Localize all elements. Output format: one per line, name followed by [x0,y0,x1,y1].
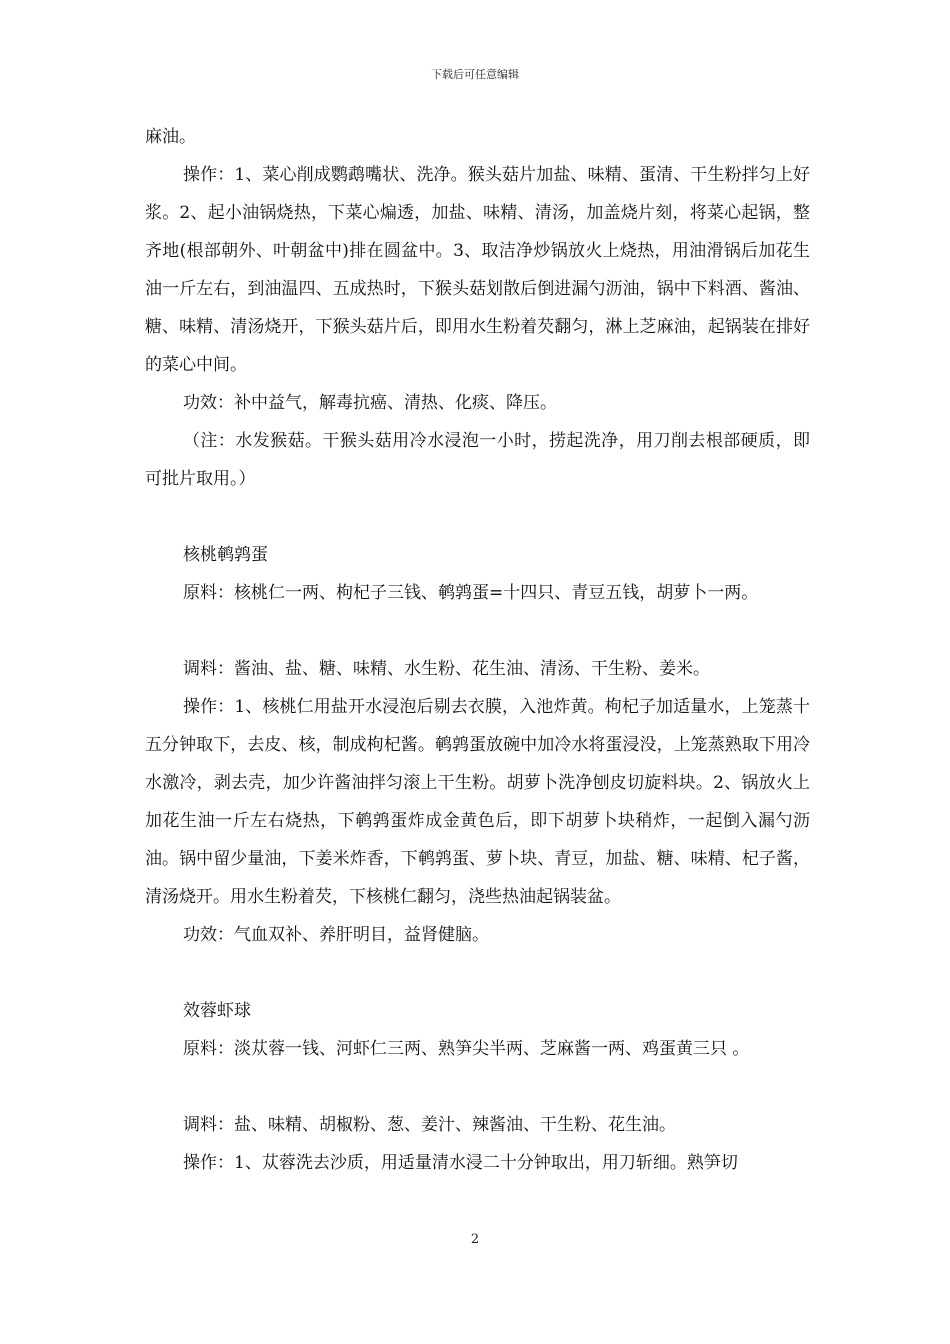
section3-ingredients: 原料：淡苁蓉一钱、河虾仁三两、熟笋尖半两、芝麻酱一两、鸡蛋黄三只 。 [183,1039,750,1059]
section1-operation: 操作：1、菜心削成鹦鹉嘴状、洗净。猴头菇片加盐、味精、蛋清、干生粉拌匀上好浆。2、起小油锅烧热，下菜心煸透，加盐、味精、清汤，加盖烧片刻，将菜心起锅，整齐地(根部朝外、叶朝盆中)排在圆盆中。3、取洁净炒锅放火上烧热，用油滑锅后加花生油一斤左右，到油温四、五成热时，下猴头菇划散后倒进漏勺沥油，锅中下料酒、酱油、糖、味精、清汤烧开，下猴头菇片后，即用水生粉着芡翻匀，淋上芝麻油，起锅装在排好的菜心中间。 [145,165,810,375]
continuation-text: 麻油。 [145,127,196,147]
section2-effect: 功效：气血双补、养肝明目，益肾健脑。 [183,925,489,945]
section2-operation: 操作：1、核桃仁用盐开水浸泡后剔去衣膜，入池炸黄。枸杞子加适量水，上笼蒸十五分钟取下，去皮、核，制成枸杞酱。鹌鹑蛋放碗中加冷水将蛋浸没，上笼蒸熟取下用冷水激冷，剥去壳，加少许酱油拌匀滚上干生粉。胡萝卜洗净刨皮切旋料块。2、锅放火上加花生油一斤左右烧热，下鹌鹑蛋炸成金黄色后，即下胡萝卜块稍炸，一起倒入漏勺沥油。锅中留少量油，下姜米炸香，下鹌鹑蛋、萝卜块、青豆，加盐、糖、味精、杞子酱，清汤烧开。用水生粉着芡，下核桃仁翻匀，浇些热油起锅装盆。 [145,697,810,907]
section3-title: 效蓉虾球 [183,1001,251,1021]
page-number: 2 [470,1232,480,1247]
section3-operation: 操作：1、苁蓉洗去沙质，用适量清水浸二十分钟取出，用刀斩细。熟笋切 [183,1153,738,1173]
section1-note: （注：水发猴菇。干猴头菇用冷水浸泡一小时，捞起洗净，用刀削去根部硬质，即可批片取用。） [145,431,810,489]
section2-ingredients: 原料：核桃仁一两、枸杞子三钱、鹌鹑蛋=十四只、青豆五钱，胡萝卜一两。 [183,583,759,603]
section2-title: 核桃鹌鹑蛋 [183,545,268,565]
section2-seasoning: 调料：酱油、盐、糖、味精、水生粉、花生油、清汤、干生粉、姜米。 [183,659,710,679]
page-header: 下载后可任意编辑 [431,68,519,81]
section1-effect: 功效：补中益气，解毒抗癌、清热、化痰、降压。 [183,393,557,413]
section3-seasoning: 调料：盐、味精、胡椒粉、葱、姜汁、辣酱油、干生粉、花生油。 [183,1115,676,1135]
document-body [145,118,810,1182]
